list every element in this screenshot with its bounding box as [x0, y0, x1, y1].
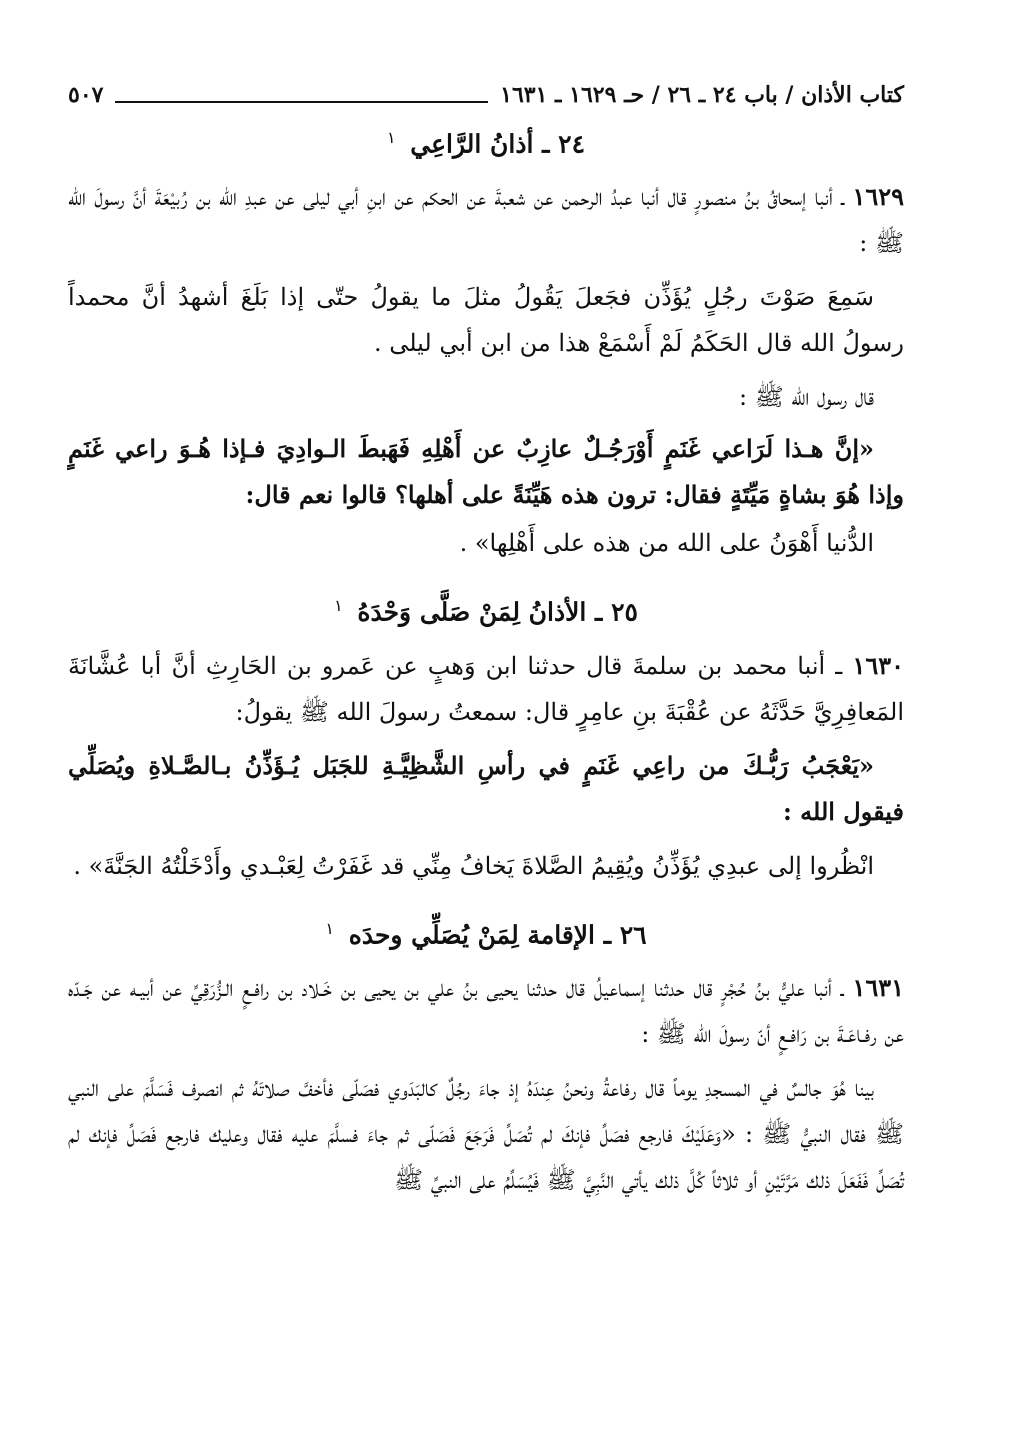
document-page — [68, 78, 904, 1203]
hadith-1629-matn: سَمِعَ صَوْتَ رجُلٍ يُؤَذِّن فجَعلَ يَقُولُ مثلَ ما يقولُ حتّى إذا بَلَغَ أشهدُ أنَّ محمداً رسولُ الله قال الحَكَمُ لَمْ أَسْمَعْ هذا من ابن أبي ليلى . — [68, 283, 904, 358]
isnad-text: ـ أنبا محمد بن سلمةَ قال حدثنا ابن وَهبٍ عن عَمرو بن الحَارِثِ أنَّ أبا عُشَّانَةَ المَعافِرِيَّ حَدَّثَهُ عن عُقْبَةَ بنِ عامِرٍ قال: سمعتُ رسولَ الله ﷺ يقولُ: — [68, 651, 904, 726]
spacer — [68, 889, 904, 903]
section-title-26 — [68, 909, 904, 955]
hadith-1629-quote-end: الدُّنيا أَهْوَنُ على الله من هذه على أَهْلِها» . — [459, 529, 874, 558]
running-header-title: كتاب الأذان / باب ٢٤ ـ ٢٦ / حـ ١٦٢٩ ـ ١٦٣١ — [500, 82, 904, 108]
spacer — [68, 566, 904, 580]
footnote-marker: ١ — [334, 596, 343, 616]
hadith-1630-quote-end: انْظُروا إلى عبدِي يُؤَذِّنُ ويُقِيمُ الصَّلاةَ يَخافُ مِنِّي قد غَفَرْتُ لِعَبْـدي وأَدْخَلْتُهُ الجَنَّةَ» . — [73, 851, 874, 880]
isnad-text: ـ أنبا إسحاقُ بنُ منصورٍ قال أنبا عبدُ الرحمن عن شعبةَ عن الحكم عن ابنِ أبي ليلى عن عبدِ الله بن رُبيْعَةَ أنَّ رسولَ الله ﷺ : — [68, 183, 904, 258]
hadith-1630-quote: «يَعْجَبُ رَبُّـكَ من راعِي غَنَمٍ في رأسِ الشَّظِيَّـةِ للجَبَل يُـؤَذِّنُ بـالصَّـلاةِ ويُصَلِّي فيقول الله : — [68, 750, 904, 826]
hadith-1629-quote: «إنَّ هـذا لَرَاعي غَنَمٍ أَوْرَجُـلٌ عازِبٌ عن أَهْلِهِ فَهَبطَ الـوادِيَ فـإذا هُـوَ راعي غَنَمٍ وإذا هُوَ بشاةٍ مَيِّتَةٍ فقال: ترون هذه هَيِّنَةً على أهلها؟ قالوا نعم قال: — [68, 434, 904, 510]
hadith-1629-intro: قال رسول الله ﷺ : — [739, 383, 874, 412]
hadith-1630-isnad — [68, 643, 904, 735]
footnote-marker: ١ — [386, 128, 396, 147]
section-title-24 — [68, 118, 904, 164]
hadith-number: ١٦٣٠ — [852, 650, 904, 680]
hadith-1631-isnad — [68, 965, 904, 1057]
hadith-number: ١٦٢٩ — [852, 182, 904, 212]
section-title-text: ٢٦ ـ الإقامة لِمَنْ يُصَلِّي وحدَه — [348, 919, 647, 949]
footnote-marker: ١ — [325, 918, 334, 938]
running-header — [68, 78, 904, 112]
isnad-text: ـ أنبا عليُّ بنُ حُجْرٍ قال حدثنا إسماعيلُ قال حدثنا يحيى بنُ علي بن يحيى بن خَـلاد بن رافـعٍ الـزُّرَقِيِّ عن أبيـه عن جَـدّه عن رفـاعَـةَ بن رَافـعٍ أنّ رسولَ الله ﷺ : — [68, 973, 904, 1048]
section-title-25 — [68, 586, 904, 632]
page-number: ٥٠٧ — [68, 82, 104, 108]
header-rule — [115, 87, 488, 103]
hadith-number: ١٦٣١ — [852, 972, 904, 1002]
section-title-text: ٢٤ ـ أذانُ الرَّاعِي — [410, 129, 586, 159]
hadith-1631-matn: بينا هُوَ جالسٌ في المسجدِ يوماً قال رفاعةُ ونحنُ عِندَهُ إذ جاءَ رجُلٌ كالبَدَوي فصَلّى فأخفَّ صلاتَهُ ثم انصرف فَسَلَّمَ على النبي ﷺ فقال النبيُّ ﷺ : «وَعَلَيْكَ فارجع فصَلِّ فإنكَ لم تُصَلِّ فَرَجَعَ فَصَلّى ثم جاءَ فسلَّمَ عليه فقال وعليك فارجع فَصَلِّ فإنك لم تُصَلِّ فَفَعَلَ ذلك مَرَّتَيْنِ أو ثلاثاً كُلَّ ذلك يأتي النَّبِيَّ ﷺ فَيُسَلِّمُ على النبيِّ ﷺ — [68, 1073, 904, 1194]
hadith-1629-isnad — [68, 174, 904, 266]
section-title-text: ٢٥ ـ الأذانُ لِمَنْ صَلَّى وَحْدَهُ — [357, 597, 638, 627]
